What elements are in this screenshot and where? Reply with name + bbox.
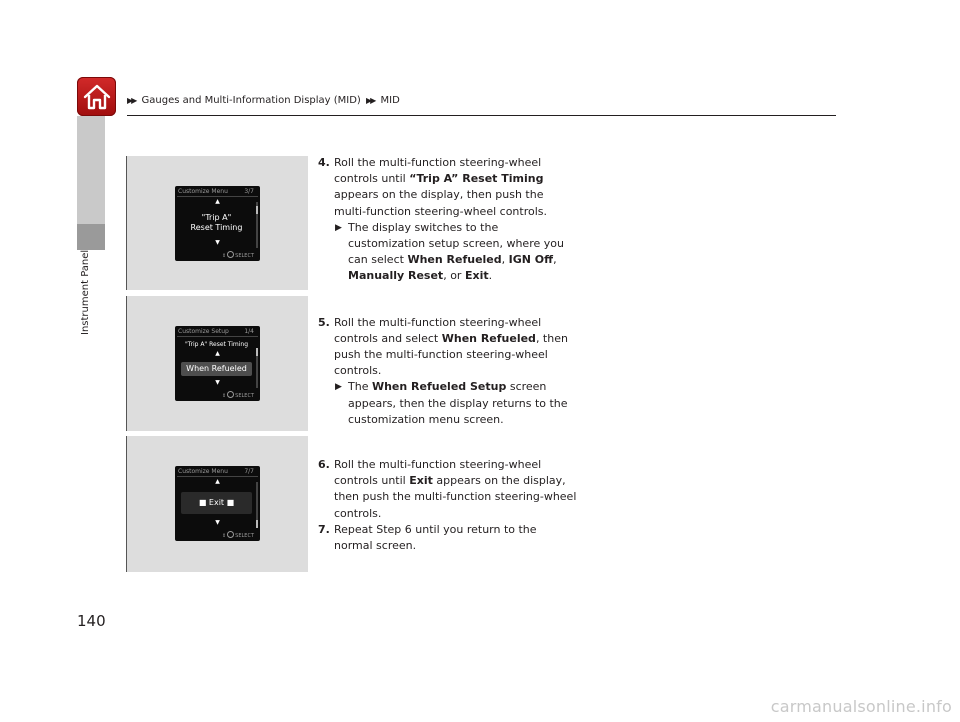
- step-4: 4. Roll the multi-function steering-wheel controls until “Trip A” Reset Timing appears on the display, then push the multi-function steering-wheel controls. ▶ The display switches to the customization setup screen, where you can select When Refueled, IGN Off, Manually Reset, or Exit.: [318, 155, 578, 285]
- page-indicator: 7/7: [244, 468, 254, 475]
- home-button[interactable]: [77, 77, 116, 116]
- double-triangle-right-icon: ▶▶: [127, 96, 136, 105]
- instruction-steps: [318, 155, 578, 554]
- header-divider: [127, 115, 836, 116]
- select-hint: ⇕ SELECT: [221, 393, 254, 399]
- figure-panel-3: [126, 436, 308, 572]
- setup-heading: "Trip A" Reset Timing: [184, 341, 249, 348]
- step-5-result: ▶ The When Refueled Setup screen appears, then the display returns to the customization menu screen.: [335, 380, 568, 426]
- page-indicator: 3/7: [244, 188, 254, 195]
- arrow-down-icon: ▼: [215, 519, 220, 526]
- side-tab-active: [77, 224, 105, 250]
- menu-title: Customize Menu: [178, 468, 228, 475]
- arrow-down-icon: ▼: [215, 379, 220, 386]
- section-label: Instrument Panel: [80, 249, 91, 335]
- arrow-up-icon: ▲: [215, 198, 220, 205]
- select-hint: ⇕ SELECT: [221, 533, 254, 539]
- exit-option: ■ Exit ■: [181, 492, 252, 514]
- breadcrumb-item-mid[interactable]: MID: [380, 95, 400, 106]
- breadcrumb: [127, 95, 400, 106]
- double-triangle-right-icon: ▶▶: [366, 96, 375, 105]
- watermark: carmanualsonline.info: [770, 697, 952, 716]
- page-indicator: 1/4: [244, 328, 254, 335]
- screen-scrollbar: [256, 348, 258, 388]
- arrow-down-icon: ▼: [215, 239, 220, 246]
- mid-screen-3: [175, 466, 260, 541]
- screen-scrollbar: [256, 202, 258, 248]
- triangle-right-icon: ▶: [335, 382, 342, 393]
- step-7: 7. Repeat Step 6 until you return to the normal screen.: [318, 522, 537, 553]
- mid-screen-2: [175, 326, 260, 401]
- dial-icon: [227, 251, 234, 258]
- page-number: 140: [77, 612, 106, 630]
- arrow-up-icon: ▲: [215, 478, 220, 485]
- step-5: 5. Roll the multi-function steering-wheel controls and select When Refueled, then push the multi-function steering-wheel controls. ▶ The When Refueled Setup screen appears, then the display returns to the customization menu screen.: [318, 315, 578, 428]
- breadcrumb-item-gauges[interactable]: Gauges and Multi-Information Display (MID): [141, 95, 361, 106]
- select-hint: ⇕ SELECT: [221, 253, 254, 259]
- triangle-right-icon: ▶: [335, 222, 342, 233]
- menu-title: Customize Setup: [178, 328, 229, 335]
- dial-icon: [227, 391, 234, 398]
- screen-divider: [177, 196, 258, 197]
- menu-title: Customize Menu: [178, 188, 228, 195]
- selected-option: When Refueled: [181, 362, 252, 376]
- menu-item-line2: Reset Timing: [190, 223, 243, 232]
- home-icon: [83, 84, 111, 110]
- step-6: 6. Roll the multi-function steering-wheel controls until Exit appears on the display, then push the multi-function steering-wheel controls.: [318, 458, 577, 520]
- figure-panel-2: [126, 296, 308, 431]
- arrow-up-icon: ▲: [215, 350, 220, 357]
- step-4-result: ▶ The display switches to the customization setup screen, where you can select When Refueled, IGN Off, Manually Reset, or Exit.: [335, 220, 564, 283]
- mid-screen-1: [175, 186, 260, 261]
- dial-icon: [227, 531, 234, 538]
- screen-divider: [177, 336, 258, 337]
- screen-scrollbar: [256, 482, 258, 528]
- figure-panel-1: [126, 156, 308, 290]
- menu-item-line1: "Trip A": [201, 213, 232, 222]
- screen-divider: [177, 476, 258, 477]
- side-tab-upper: [77, 116, 105, 224]
